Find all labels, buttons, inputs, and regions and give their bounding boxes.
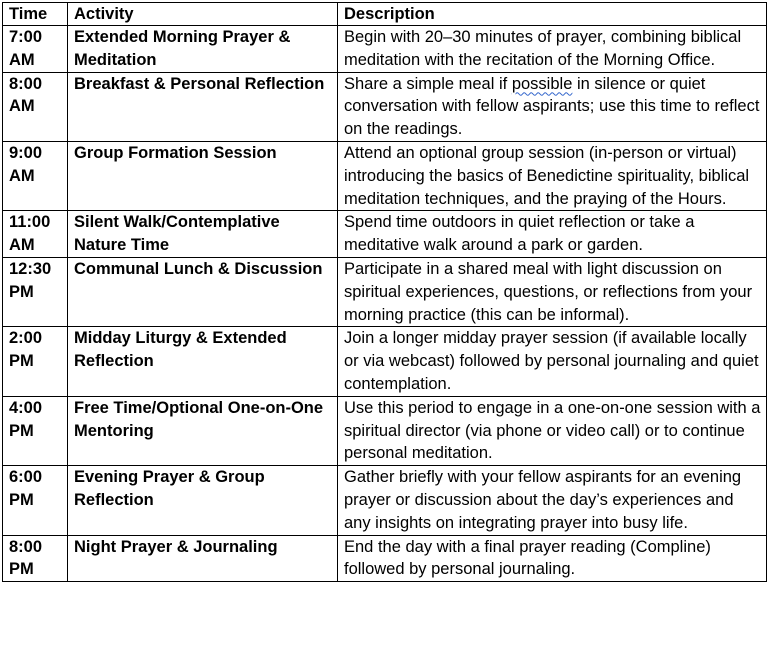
time-cell: 2:00 PM xyxy=(3,327,68,396)
description-cell: End the day with a final prayer reading (Compline) followed by personal journaling. xyxy=(338,535,767,582)
table-row xyxy=(3,396,767,465)
table-row xyxy=(3,327,767,396)
time-cell: 11:00 AM xyxy=(3,211,68,258)
activity-cell: Group Formation Session xyxy=(68,141,338,210)
time-cell: 8:00 AM xyxy=(3,72,68,141)
activity-cell: Breakfast & Personal Reflection xyxy=(68,72,338,141)
header-description: Description xyxy=(338,3,767,26)
description-text: Share a simple meal if xyxy=(344,74,512,93)
description-cell: Participate in a shared meal with light discussion on spiritual experiences, questions, or reflections from your morning practice (this can be informal). xyxy=(338,257,767,326)
description-cell: Gather briefly with your fellow aspirants for an evening prayer or discussion about the day’s experiences and any insights on integrating prayer into busy life. xyxy=(338,466,767,535)
header-row xyxy=(3,3,767,26)
time-cell: 9:00 AM xyxy=(3,141,68,210)
table-row xyxy=(3,535,767,582)
activity-cell: Evening Prayer & Group Reflection xyxy=(68,466,338,535)
table-row xyxy=(3,466,767,535)
time-cell: 8:00 PM xyxy=(3,535,68,582)
grammar-flagged-word[interactable]: possible xyxy=(511,74,573,93)
activity-cell: Communal Lunch & Discussion xyxy=(68,257,338,326)
description-cell xyxy=(338,72,767,141)
time-cell: 12:30 PM xyxy=(3,257,68,326)
header-time: Time xyxy=(3,3,68,26)
activity-cell: Midday Liturgy & Extended Reflection xyxy=(68,327,338,396)
activity-cell: Silent Walk/Contemplative Nature Time xyxy=(68,211,338,258)
activity-cell: Free Time/Optional One-on-One Mentoring xyxy=(68,396,338,465)
time-cell: 4:00 PM xyxy=(3,396,68,465)
description-cell: Use this period to engage in a one-on-one session with a spiritual director (via phone or video call) or to continue personal meditation. xyxy=(338,396,767,465)
activity-cell: Extended Morning Prayer & Meditation xyxy=(68,26,338,73)
time-cell: 6:00 PM xyxy=(3,466,68,535)
table-row xyxy=(3,257,767,326)
header-activity: Activity xyxy=(68,3,338,26)
activity-cell: Night Prayer & Journaling xyxy=(68,535,338,582)
schedule-table xyxy=(2,2,767,582)
description-cell: Join a longer midday prayer session (if available locally or via webcast) followed by personal journaling and quiet contemplation. xyxy=(338,327,767,396)
description-cell: Attend an optional group session (in-person or virtual) introducing the basics of Benedictine spirituality, biblical meditation techniques, and the praying of the Hours. xyxy=(338,141,767,210)
description-cell: Begin with 20–30 minutes of prayer, combining biblical meditation with the recitation of the Morning Office. xyxy=(338,26,767,73)
time-cell: 7:00 AM xyxy=(3,26,68,73)
table-row xyxy=(3,141,767,210)
table-row xyxy=(3,72,767,141)
table-row xyxy=(3,26,767,73)
description-text: in silence or quiet conversation with fellow aspirants; use this time to reflect on the readings. xyxy=(344,74,760,139)
table-row xyxy=(3,211,767,258)
description-cell: Spend time outdoors in quiet reflection or take a meditative walk around a park or garden. xyxy=(338,211,767,258)
